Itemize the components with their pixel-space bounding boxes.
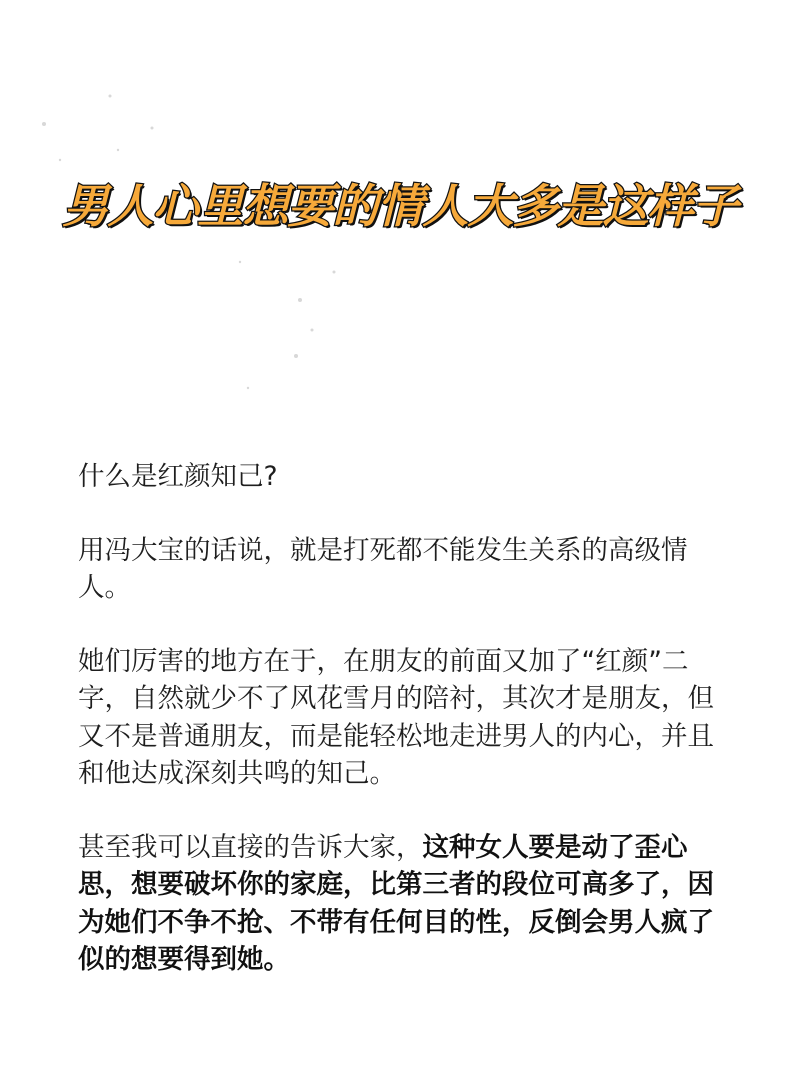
- page-title: 男人心里想要的情人大多是这样子: [62, 179, 738, 233]
- article-body: [78, 458, 738, 1015]
- paragraph-conclusion: [78, 829, 738, 979]
- paragraph-definition: 用冯大宝的话说，就是打死都不能发生关系的高级情人。: [78, 534, 688, 603]
- paragraph-question: 什么是红颜知己?: [78, 461, 278, 492]
- paragraph-explanation: 她们厉害的地方在于，在朋友的前面又加了“红颜”二字，自然就少不了风花雪月的陪衬，其次才是朋友，但又不是普通朋友，而是能轻松地走进男人的内心，并且和他达成深刻共鸣的知己。: [78, 645, 714, 789]
- conclusion-emphasis: 这种女人要是动了歪心思，想要破坏你的家庭，比第三者的段位可高多了，因为她们不争不抢、不带有任何目的性，反倒会男人疯了似的想要得到她。: [78, 831, 714, 975]
- conclusion-intro: 甚至我可以直接的告诉大家，: [78, 831, 423, 863]
